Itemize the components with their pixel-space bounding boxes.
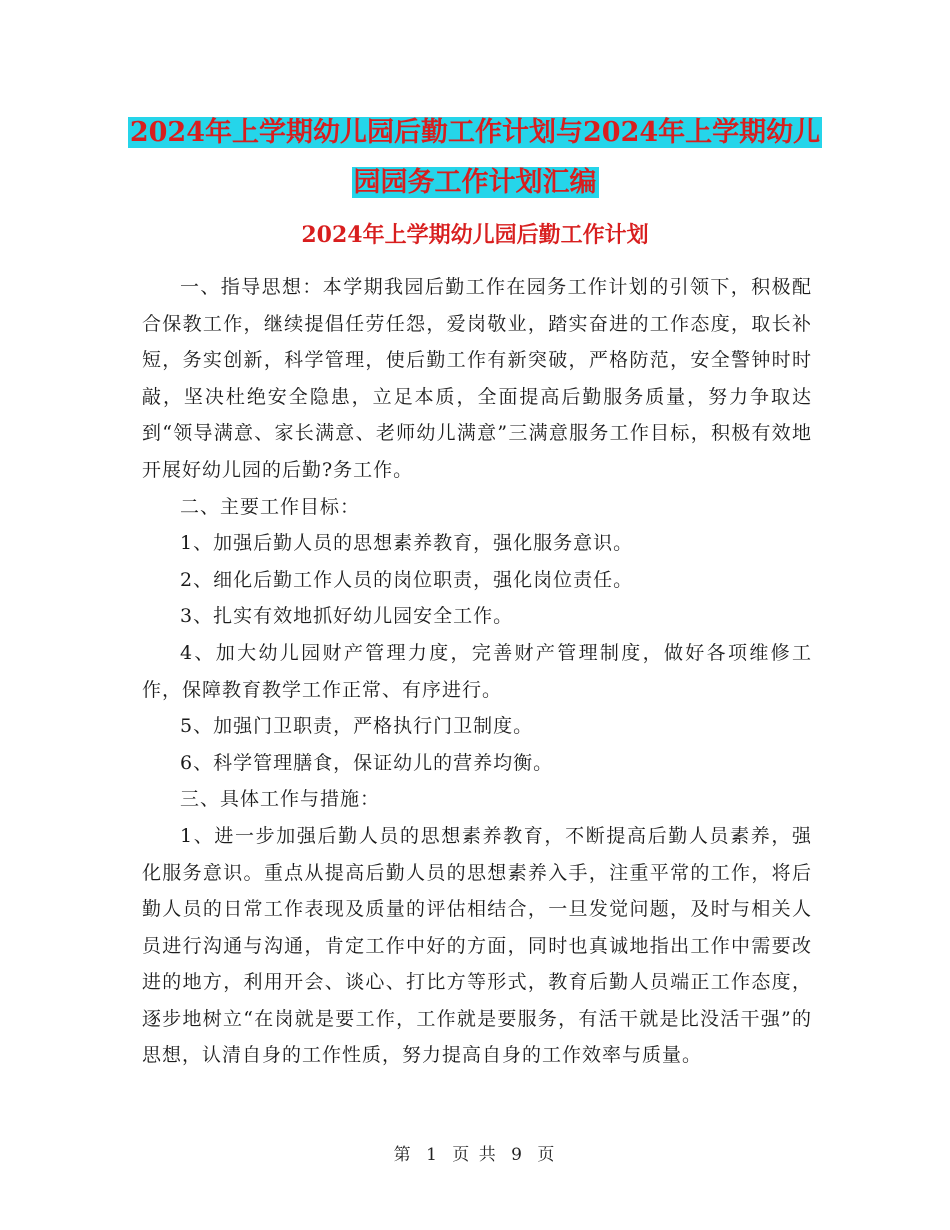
section-title: 2024年上学期幼儿园后勤工作计划 (301, 222, 649, 248)
paragraph-measure-1: 1、进一步加强后勤人员的思想素养教育，不断提高后勤人员素养，强化服务意识。重点从提高后勤人员的思想素养入手，注重平常的工作，将后勤人员的日常工作表现及质量的评估相结合，一旦发觉问题，及时与相关人员进行沟通与沟通，肯定工作中好的方面，同时也真诚地指出工作中需要改进的地方，利用开会、谈心、打比方等形式，教育后勤人员端正工作态度，逐步地树立“在岗就是要工作，工作就是要服务，有活干就是比没活干强”的思想，认清自身的工作性质，努力提高自身的工作效率与质量。 (142, 824, 812, 1067)
paragraph-goal-4: 4、加大幼儿园财产管理力度，完善财产管理制度，做好各项维修工作，保障教育教学工作正常、有序进行。 (142, 641, 812, 701)
document-body (142, 269, 812, 1074)
footer-page-number: 1 (426, 1145, 439, 1165)
paragraph-heading-measures: 三、具体工作与措施： (180, 788, 381, 811)
footer-total-pages: 9 (511, 1145, 524, 1165)
paragraph-goal-2: 2、细化后勤工作人员的岗位职责，强化岗位责任。 (180, 568, 634, 591)
paragraph-goal-3: 3、扎实有效地抓好幼儿园安全工作。 (180, 605, 514, 628)
paragraph-heading-goals: 二、主要工作目标： (180, 495, 361, 518)
document-title-text: 2024年上学期幼儿园后勤工作计划与2024年上学期幼儿园园务工作计划汇编 (129, 117, 821, 198)
page-footer (0, 1140, 950, 1165)
paragraph-guiding-thought: 一、指导思想：本学期我园后勤工作在园务工作计划的引领下，积极配合保教工作，继续提倡任劳任怨，爱岗敬业，踏实奋进的工作态度，取长补短，务实创新，科学管理，使后勤工作有新突破，严格防范，安全警钟时时敲，坚决杜绝安全隐患，立足本质，全面提高后勤服务质量，努力争取达到“领导满意、家长满意、老师幼儿满意”三满意服务工作目标，积极有效地开展好幼儿园的后勤?务工作。 (142, 276, 812, 481)
footer-prefix: 第 (393, 1145, 413, 1165)
paragraph-goal-1: 1、加强后勤人员的思想素养教育，强化服务意识。 (180, 532, 634, 555)
paragraph-goal-6: 6、科学管理膳食，保证幼儿的营养均衡。 (180, 751, 554, 774)
document-title (120, 108, 830, 208)
footer-suffix: 页 (537, 1145, 557, 1165)
footer-mid: 页 共 (452, 1145, 498, 1165)
paragraph-goal-5: 5、加强门卫职责，严格执行门卫制度。 (180, 715, 534, 738)
